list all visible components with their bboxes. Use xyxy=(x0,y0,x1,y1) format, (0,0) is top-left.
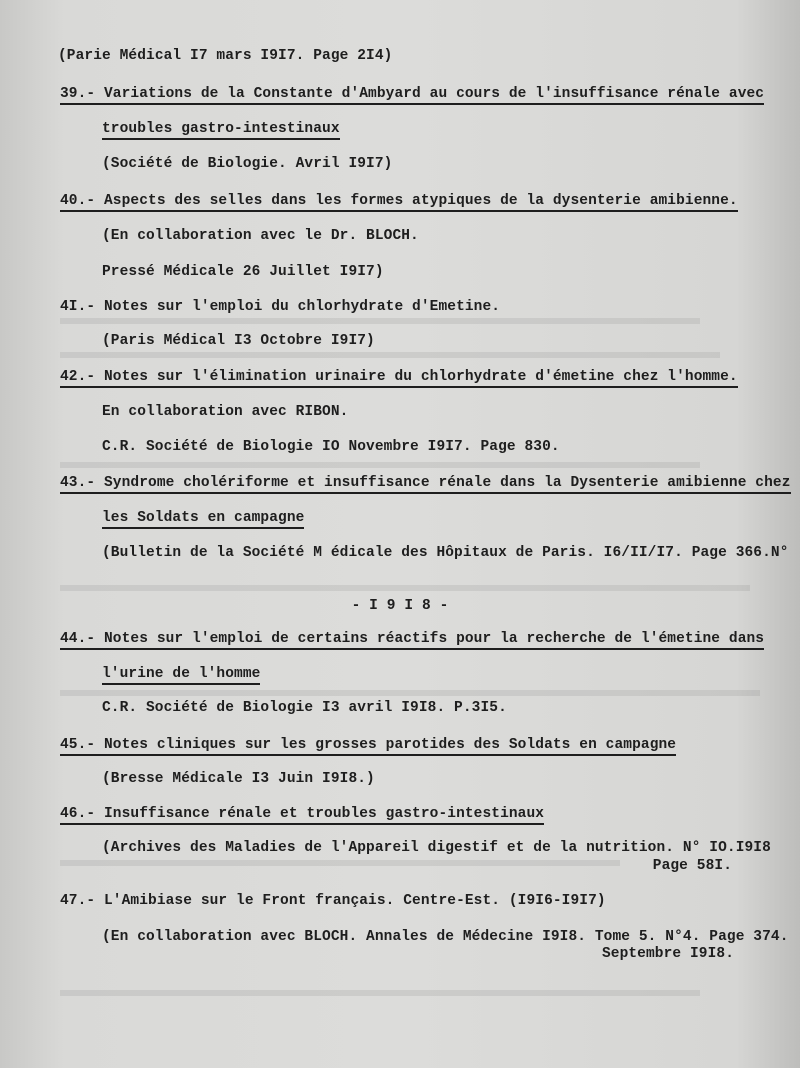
entry-46-page: Page 58I. xyxy=(652,858,732,874)
entry-44-title-cont xyxy=(102,666,260,682)
entry-39-title-cont xyxy=(102,121,340,137)
entry-47-date: Septembre I9I8. xyxy=(601,946,734,962)
entry-43-title-text: 43.- Syndrome cholériforme et insuffisance rénale dans la Dysenterie amibienne chez xyxy=(60,475,791,494)
entry-47-citation: (En collaboration avec BLOCH. Annales de Médecine I9I8. Tome 5. N°4. Page 374. xyxy=(102,929,789,945)
entry-42-collab: En collaboration avec RIBON. xyxy=(102,404,349,420)
entry-46-title xyxy=(60,806,544,822)
entry-44-title xyxy=(60,631,764,647)
entry-45-title-text: 45.- Notes cliniques sur les grosses parotides des Soldats en campagne xyxy=(60,737,676,756)
entry-43-title xyxy=(60,475,791,491)
citation-38: (Parie Médical I7 mars I9I7. Page 2I4) xyxy=(58,48,393,64)
entry-43-title-cont xyxy=(102,510,304,526)
entry-39-citation: (Société de Biologie. Avril I9I7) xyxy=(102,156,393,172)
entry-45-title xyxy=(60,737,676,753)
entry-44-title-cont-text: l'urine de l'homme xyxy=(102,666,260,685)
entry-40-citation: Pressé Médicale 26 Juillet I9I7) xyxy=(102,264,384,280)
entry-40-title xyxy=(60,193,738,209)
entry-43-citation: (Bulletin de la Société M édicale des Hôpitaux de Paris. I6/II/I7. Page 366.N° xyxy=(102,545,789,561)
entry-45-citation: (Bresse Médicale I3 Juin I9I8.) xyxy=(102,771,375,787)
entry-41-title: 4I.- Notes sur l'emploi du chlorhydrate d'Emetine. xyxy=(60,299,501,315)
entry-42-title-text: 42.- Notes sur l'élimination urinaire du chlorhydrate d'émetine chez l'homme. xyxy=(60,369,738,388)
entry-39-title-text: 39.- Variations de la Constante d'Ambyard au cours de l'insuffisance rénale avec xyxy=(60,86,764,105)
entry-43-title-cont-text: les Soldats en campagne xyxy=(102,510,304,529)
entry-39-title-cont-text: troubles gastro-intestinaux xyxy=(102,121,340,140)
entry-40-collab: (En collaboration avec le Dr. BLOCH. xyxy=(102,228,419,244)
entry-46-citation: (Archives des Maladies de l'Appareil digestif et de la nutrition. N° IO.I9I8 xyxy=(102,840,771,856)
entry-46-title-text: 46.- Insuffisance rénale et troubles gastro-intestinaux xyxy=(60,806,544,825)
entry-47-title: 47.- L'Amibiase sur le Front français. Centre-Est. (I9I6-I9I7) xyxy=(60,893,606,909)
entry-42-title xyxy=(60,369,738,385)
entry-40-title-text: 40.- Aspects des selles dans les formes atypiques de la dysenterie amibienne. xyxy=(60,193,738,212)
year-heading-1918: - I 9 I 8 - xyxy=(351,598,449,614)
entry-44-title-text: 44.- Notes sur l'emploi de certains réactifs pour la recherche de l'émetine dans xyxy=(60,631,764,650)
entry-41-citation: (Paris Médical I3 Octobre I9I7) xyxy=(102,333,375,349)
entry-39-title xyxy=(60,86,764,102)
entry-44-citation: C.R. Société de Biologie I3 avril I9I8. P.3I5. xyxy=(102,700,507,716)
entry-42-citation: C.R. Société de Biologie IO Novembre I9I7. Page 830. xyxy=(102,439,560,455)
